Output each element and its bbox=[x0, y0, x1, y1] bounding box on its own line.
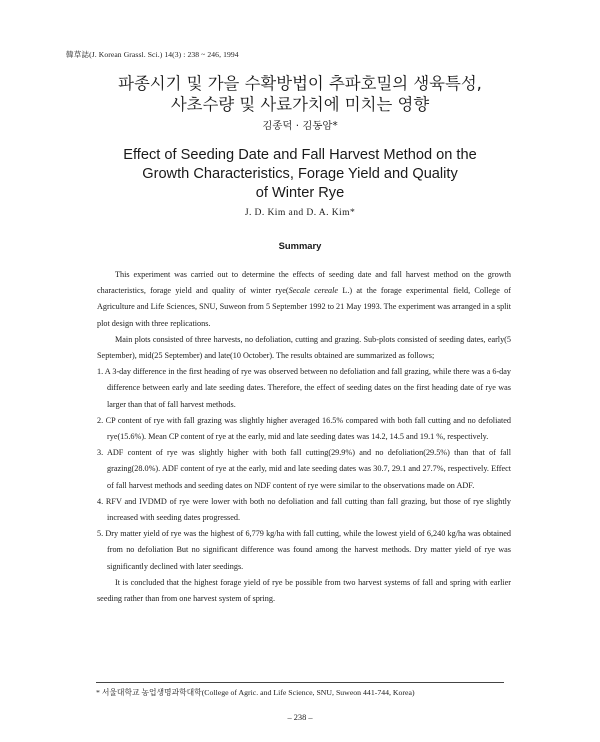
summary-text: L.) at the forage experimental field, College of Agriculture and Life Sciences, SNU, Suweon from 5 September 1992 to 21 May 1993. The experiment was arranged in a split plot design with three replications. bbox=[97, 286, 511, 328]
english-title-line: Effect of Seeding Date and Fall Harvest Method on the bbox=[123, 147, 477, 163]
korean-title bbox=[0, 73, 600, 115]
korean-title-line: 파종시기 및 가을 수확방법이 추파호밀의 생육특성, bbox=[118, 74, 482, 93]
journal-citation: 韓草誌(J. Korean Grassl. Sci.) 14(3) : 238 ~ 246, 1994 bbox=[66, 50, 239, 59]
result-item: 3. ADF content of rye was slightly higher with both fall cutting(29.9%) and no defoliation(29.5%) than that of fall grazing(28.0%). ADF content of rye at the early, mid and late seeding dates was 30.7, 29.1 and 27.7%, respectively. Effect of fall harvest methods and seeding dates on NDF content of rye were similar to the observations made on ADF. bbox=[97, 448, 511, 490]
footnote-divider bbox=[96, 682, 504, 683]
summary-paragraph bbox=[97, 267, 511, 332]
english-authors: J. D. Kim and D. A. Kim* bbox=[244, 207, 356, 218]
result-item: 1. A 3-day difference in the first heading of rye was observed between no defoliation and fall grazing, while there was a 6-day difference between early and late seeding dates. Therefore, the effect of seeding dates on the first heading date of rye was larger than that of fall harvest methods. bbox=[97, 367, 511, 409]
footnote: * 서울대학교 농업생명과학대학(College of Agric. and Life Science, SNU, Suweon 441-744, Korea) bbox=[96, 688, 415, 697]
english-title bbox=[0, 146, 600, 203]
result-item: 4. RFV and IVDMD of rye were lower with both no defoliation and fall cutting than fall grazing, but those of rye slightly increased with seeding dates progressed. bbox=[97, 496, 511, 523]
english-title-line: Growth Characteristics, Forage Yield and Quality bbox=[142, 166, 458, 182]
summary-text: This experiment was carried out to determine the effects of seeding date and fall harvest method on the growth characteristics, forage yield and quality of winter rye( bbox=[97, 270, 511, 296]
page-number: – 238 – bbox=[287, 713, 313, 722]
summary-heading: Summary bbox=[278, 240, 322, 251]
summary-body bbox=[97, 267, 511, 607]
english-title-line: of Winter Rye bbox=[255, 185, 345, 201]
result-item: 2. CP content of rye with fall grazing was slightly higher averaged 16.5% compared with both fall cutting and no defoliated rye(15.6%). Mean CP content of rye at the early, mid and late seeding dates was 14.2, 14.5 and 19.1 %, respectively. bbox=[97, 415, 511, 442]
result-item: 5. Dry matter yield of rye was the highest of 6,779 kg/ha with fall cutting, while the lowest yield of 6,240 kg/ha was obtained from no defoliation But no significant difference was found among the harvest methods. Dry matter yield of rye was significantly declined with later seedings. bbox=[97, 529, 511, 571]
conclusion-paragraph: It is concluded that the highest forage yield of rye be possible from two harvest systems of fall and spring with earlier seeding rather than from one harvest system of spring. bbox=[97, 577, 511, 604]
species-name: Secale cereale bbox=[288, 286, 339, 296]
korean-authors: 김종덕 · 김동암* bbox=[262, 120, 338, 132]
summary-paragraph: Main plots consisted of three harvests, no defoliation, cutting and grazing. Sub-plots consisted of seeding dates, early(5 September), mid(25 September) and late(10 October). The results obtained are summarized as follows; bbox=[97, 334, 511, 361]
korean-title-line: 사초수량 및 사료가치에 미치는 영향 bbox=[170, 95, 430, 114]
